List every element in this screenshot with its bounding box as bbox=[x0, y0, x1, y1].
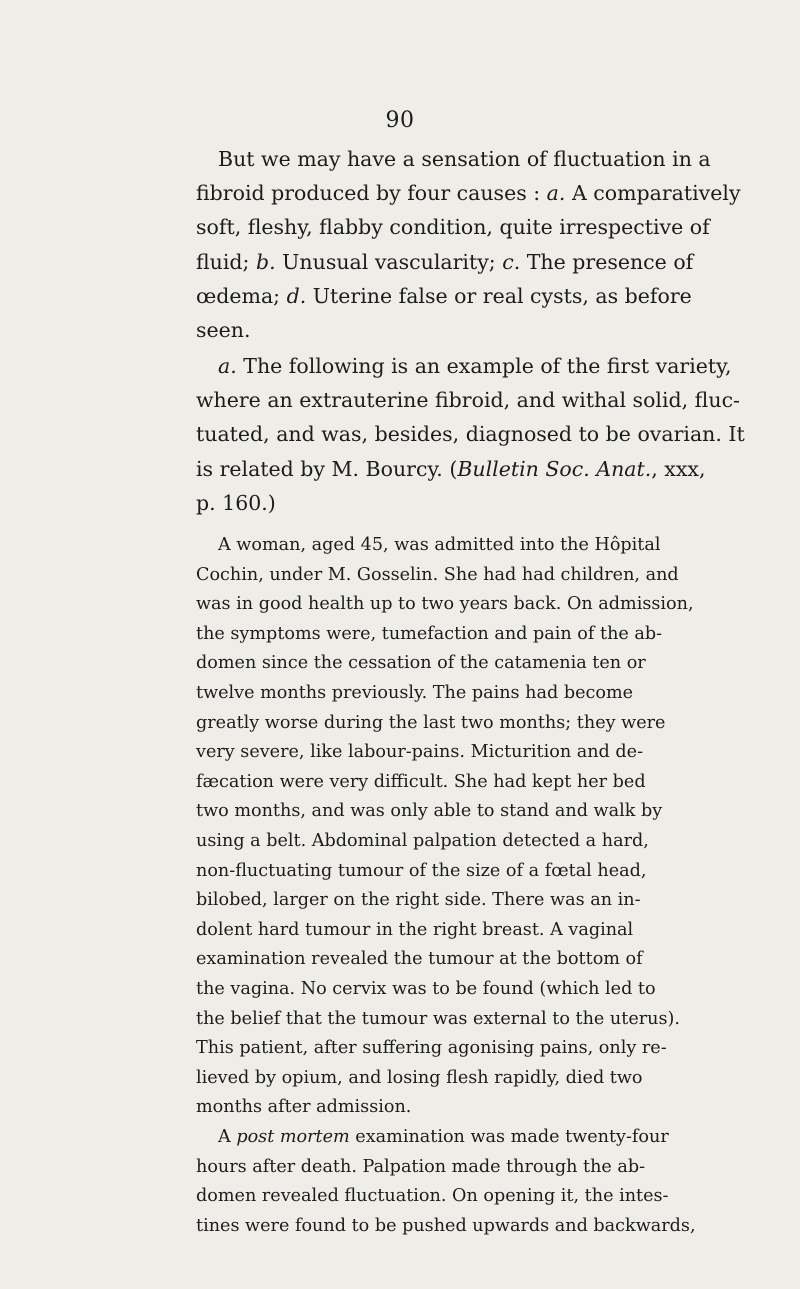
text-line: This patient, after suffering agonising pains, only re- bbox=[196, 1038, 667, 1059]
text-line: fluid; b. Unusual vascularity; c. The presence of bbox=[196, 249, 694, 274]
text-line: was in good health up to two years back. On admission, bbox=[196, 594, 694, 615]
text-line: Cochin, under M. Gosselin. She had had children, and bbox=[196, 564, 679, 585]
text-line: twelve months previously. The pains had become bbox=[196, 682, 634, 703]
text-line: the vagina. No cervix was to be found (which led to bbox=[196, 978, 656, 999]
text-line: domen revealed fluctuation. On opening it, the intes- bbox=[196, 1186, 669, 1207]
text-line: using a belt. Abdominal palpation detected a hard, bbox=[196, 830, 649, 851]
text-line: months after admission. bbox=[196, 1097, 412, 1118]
text-line: bilobed, larger on the right side. There was an in- bbox=[196, 890, 641, 911]
text-line: non-fluctuating tumour of the size of a fœtal head, bbox=[196, 860, 647, 881]
text-line: the belief that the tumour was external to the uterus). bbox=[196, 1008, 680, 1029]
text-line: examination revealed the tumour at the bottom of bbox=[196, 949, 643, 970]
citation: Bulletin Soc. Anat. bbox=[457, 456, 652, 481]
text-line: dolent hard tumour in the right breast. A vaginal bbox=[196, 919, 634, 940]
text-line: a. The following is an example of the first variety, bbox=[218, 354, 732, 378]
text-line: But we may have a sensation of fluctuation in a bbox=[218, 147, 711, 171]
text-line: where an extrauterine fibroid, and withal solid, fluc- bbox=[196, 388, 740, 413]
text-line: tines were found to be pushed upwards and backwards, bbox=[196, 1215, 696, 1236]
page-number: 90 bbox=[385, 108, 415, 133]
case-paragraph bbox=[196, 531, 694, 1123]
text-line: A woman, aged 45, was admitted into the Hôpital bbox=[218, 535, 661, 555]
text-line: the symptoms were, tumefaction and pain of the ab- bbox=[196, 623, 663, 644]
causes-paragraph bbox=[196, 142, 741, 347]
text-line: very severe, like labour-pains. Micturition and de- bbox=[196, 742, 644, 763]
text-line: domen since the cessation of the catamenia ten or bbox=[196, 653, 646, 674]
text-line: seen. bbox=[196, 317, 251, 342]
text-line: greatly worse during the last two months; they were bbox=[196, 712, 666, 733]
text-line: A post mortem examination was made twenty-four bbox=[218, 1127, 669, 1147]
text-line: is related by M. Bourcy. (Bulletin Soc. Anat., xxx, bbox=[196, 456, 706, 481]
text-line: œdema; d. Uterine false or real cysts, as before bbox=[196, 283, 692, 308]
postmortem-paragraph bbox=[196, 1123, 696, 1241]
example-paragraph bbox=[196, 349, 745, 520]
text-line: two months, and was only able to stand and walk by bbox=[196, 801, 663, 822]
text-line: lieved by opium, and losing flesh rapidly, died two bbox=[196, 1067, 643, 1088]
text-line: tuated, and was, besides, diagnosed to be ovarian. It bbox=[196, 422, 745, 447]
text-line: fibroid produced by four causes : a. A comparatively bbox=[196, 181, 741, 206]
text-line: fæcation were very difficult. She had kept her bed bbox=[196, 771, 646, 792]
text-line: p. 160.) bbox=[196, 490, 276, 515]
text-line: hours after death. Palpation made through the ab- bbox=[196, 1156, 646, 1177]
text-line: soft, fleshy, flabby condition, quite irrespective of bbox=[196, 215, 710, 240]
